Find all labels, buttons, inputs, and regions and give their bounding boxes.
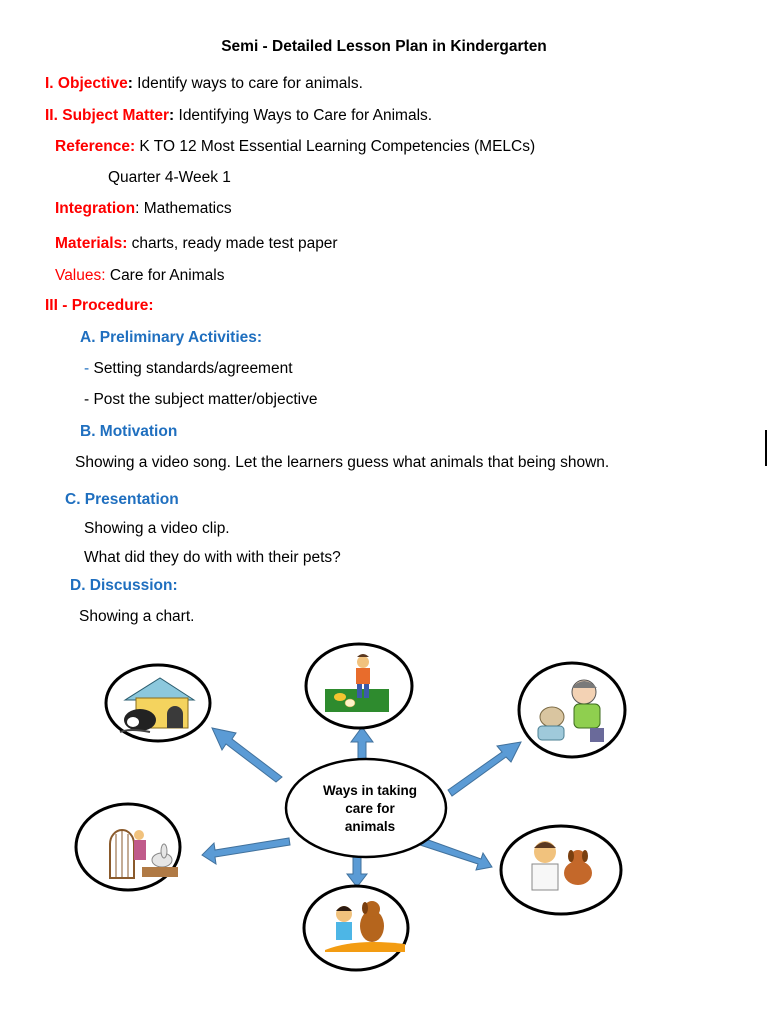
arrow-to-vet xyxy=(420,838,492,870)
bathing-pet-picture xyxy=(519,663,625,757)
vet-dog-picture xyxy=(501,826,621,914)
values-label: Values: xyxy=(55,267,106,284)
objective-label: I. Objective xyxy=(45,75,128,92)
materials-line xyxy=(55,235,338,253)
materials-label: Materials: xyxy=(55,235,128,252)
care-for-animals-diagram xyxy=(0,630,768,1024)
integration-text: : Mathematics xyxy=(135,200,232,217)
subject-matter-label: II. Subject Matter xyxy=(45,107,170,124)
reference-text: K TO 12 Most Essential Learning Competencies (MELCs) xyxy=(135,138,536,155)
arrow-to-hugging-dog xyxy=(347,857,367,887)
motivation-text: Showing a video song. Let the learners guess what animals that being shown. xyxy=(75,454,610,471)
values-line xyxy=(55,267,224,285)
presentation-line-2: What did they do with with their pets? xyxy=(84,549,341,566)
birdcage-rabbit-picture xyxy=(76,804,180,890)
page-title: Semi - Detailed Lesson Plan in Kindergarten xyxy=(221,38,547,55)
preliminary-item-1-text: Setting standards/agreement xyxy=(89,360,293,377)
center-line-2: care for xyxy=(345,801,395,816)
reference-label: Reference: xyxy=(55,138,136,155)
materials-text: charts, ready made test paper xyxy=(127,235,338,252)
preliminary-item-1 xyxy=(84,360,293,378)
subject-matter-text: Identifying Ways to Care for Animals. xyxy=(174,107,433,124)
preliminary-heading: A. Preliminary Activities: xyxy=(80,329,263,346)
preliminary-item-1-dash: - xyxy=(84,360,90,377)
presentation-line-1: Showing a video clip. xyxy=(84,520,230,537)
objective-colon: : xyxy=(127,75,133,92)
preliminary-item-2: - Post the subject matter/objective xyxy=(84,391,318,408)
hugging-dog-picture xyxy=(304,886,408,970)
motivation-heading: B. Motivation xyxy=(80,423,178,440)
arrow-to-bathing xyxy=(448,742,521,796)
reference-quarter: Quarter 4-Week 1 xyxy=(108,169,231,186)
procedure-heading: III - Procedure: xyxy=(45,297,154,314)
discussion-heading: D. Discussion: xyxy=(70,577,178,594)
feeding-chickens-picture xyxy=(306,644,412,728)
integration-line xyxy=(55,200,232,218)
doghouse-picture xyxy=(106,665,210,741)
integration-label: Integration xyxy=(55,200,136,217)
subject-matter-line xyxy=(45,107,432,125)
center-line-1: Ways in taking xyxy=(322,783,418,798)
objective-line xyxy=(45,75,363,93)
discussion-text: Showing a chart. xyxy=(79,608,195,625)
arrow-to-doghouse xyxy=(212,728,282,782)
center-node xyxy=(286,759,446,857)
presentation-heading: C. Presentation xyxy=(65,491,179,508)
center-line-3: animals xyxy=(344,819,396,834)
objective-text: Identify ways to care for animals. xyxy=(132,75,363,92)
subject-matter-colon: : xyxy=(169,107,175,124)
edge-mark xyxy=(765,430,767,466)
arrow-to-birdcage xyxy=(202,838,290,864)
reference-line xyxy=(55,138,535,156)
values-text: Care for Animals xyxy=(105,267,225,284)
